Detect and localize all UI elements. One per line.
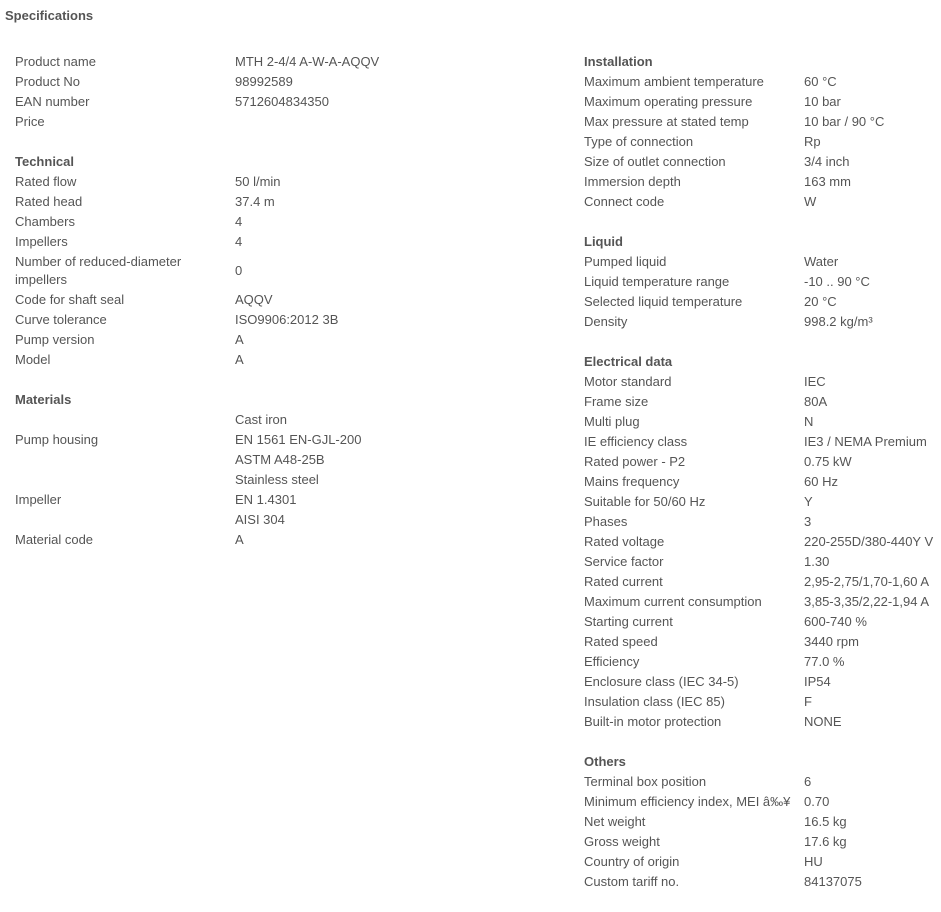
spec-value-line: 3 (804, 514, 812, 529)
spec-section-general (15, 52, 560, 132)
spec-row-terminal-box-position (584, 772, 941, 792)
spec-row-mains-frequency (584, 472, 941, 492)
spec-row-liquid-temperature-range (584, 272, 941, 292)
spec-row-service-factor (584, 552, 941, 572)
spec-value (804, 172, 851, 192)
spec-label: Gross weight (584, 834, 660, 849)
spec-label: Impeller (15, 492, 62, 507)
spec-label: Net weight (584, 814, 646, 829)
spec-label: Pump housing (15, 432, 99, 447)
spec-value-line: 998.2 kg/m³ (804, 314, 873, 329)
spec-label: Rated power - P2 (584, 454, 686, 469)
spec-row-enclosure-class-iec-34-5 (584, 672, 941, 692)
spec-row-maximum-operating-pressure (584, 92, 941, 112)
spec-row-ean-number (15, 92, 560, 112)
spec-value-line: 10 bar / 90 °C (804, 114, 885, 129)
spec-row-curve-tolerance (15, 310, 560, 330)
spec-value-line: 98992589 (235, 74, 293, 89)
spec-row-rated-power-p2 (584, 452, 941, 472)
spec-row-max-pressure-at-stated-temp (584, 112, 941, 132)
spec-value (235, 192, 275, 212)
spec-value-line: 220-255D/380-440Y V (804, 534, 934, 549)
spec-value (804, 552, 829, 572)
spec-label: Rated head (15, 194, 83, 209)
spec-value (804, 872, 862, 892)
spec-row-code-for-shaft-seal (15, 290, 560, 310)
spec-value-line: Y (804, 494, 813, 509)
spec-label: Rated voltage (584, 534, 665, 549)
spec-row-number-of-reduced-diameter-impellers (15, 252, 560, 290)
spec-value-line: EN 1561 EN-GJL-200 (235, 432, 362, 447)
spec-value (804, 112, 884, 132)
right-column (584, 52, 941, 912)
spec-value-line: 3440 rpm (804, 634, 859, 649)
spec-value-line: 0 (235, 263, 243, 278)
spec-value (804, 72, 837, 92)
spec-row-maximum-ambient-temperature (584, 72, 941, 92)
spec-label: Max pressure at stated temp (584, 114, 749, 129)
spec-label: Suitable for 50/60 Hz (584, 494, 706, 509)
spec-label: Multi plug (584, 414, 640, 429)
spec-value (804, 512, 811, 532)
spec-row-ie-efficiency-class (584, 432, 941, 452)
spec-row-insulation-class-iec-85 (584, 692, 941, 712)
spec-label: Maximum ambient temperature (584, 74, 764, 89)
spec-value-line: 3,85-3,35/2,22-1,94 A (804, 594, 930, 609)
spec-value (804, 412, 813, 432)
spec-label: Efficiency (584, 654, 640, 669)
spec-value (235, 290, 273, 310)
spec-value (804, 712, 842, 732)
spec-row-multi-plug (584, 412, 941, 432)
spec-section-others (584, 752, 941, 892)
spec-row-rated-head (15, 192, 560, 212)
spec-value-line (235, 112, 239, 132)
spec-label: Pump version (15, 332, 95, 347)
spec-label: Liquid temperature range (584, 274, 730, 289)
spec-label: IE efficiency class (584, 434, 688, 449)
spec-value-line: EN 1.4301 (235, 492, 297, 507)
section-title: Materials (15, 392, 72, 407)
spec-label: Type of connection (584, 134, 694, 149)
section-title: Liquid (584, 234, 623, 249)
spec-value (235, 261, 242, 281)
spec-value (804, 832, 847, 852)
spec-value-line: IEC (804, 374, 826, 389)
spec-value (235, 112, 239, 132)
spec-value (804, 572, 929, 592)
spec-row-net-weight (584, 812, 941, 832)
spec-value (804, 372, 826, 392)
spec-label: Service factor (584, 554, 664, 569)
spec-value-line: 84137075 (804, 874, 862, 889)
spec-value-line: 60 Hz (804, 474, 838, 489)
spec-value (804, 692, 812, 712)
spec-row-frame-size (584, 392, 941, 412)
spec-row-immersion-depth (584, 172, 941, 192)
spec-row-pumped-liquid (584, 252, 941, 272)
spec-label: Pumped liquid (584, 254, 667, 269)
spec-value (235, 470, 319, 530)
spec-value (235, 232, 242, 252)
spec-label: Size of outlet connection (584, 154, 726, 169)
spec-value (804, 632, 859, 652)
spec-row-type-of-connection (584, 132, 941, 152)
spec-value-line: 600-740 % (804, 614, 867, 629)
spec-row-pump-version (15, 330, 560, 350)
spec-label: Code for shaft seal (15, 292, 125, 307)
spec-value-line: 3/4 inch (804, 154, 850, 169)
spec-label: Price (15, 114, 45, 129)
spec-value (804, 272, 870, 292)
spec-row-model (15, 350, 560, 370)
spec-value-line: ISO9906:2012 3B (235, 312, 339, 327)
spec-row-custom-tariff-no (584, 872, 941, 892)
spec-row-material-code (15, 530, 560, 550)
spec-section-materials (15, 390, 560, 550)
spec-label: EAN number (15, 94, 90, 109)
spec-value-line: ASTM A48-25B (235, 452, 325, 467)
spec-row-price (15, 112, 560, 132)
spec-value (804, 532, 933, 552)
spec-value-line: 0.70 (804, 794, 830, 809)
spec-value (235, 530, 244, 550)
spec-row-built-in-motor-protection (584, 712, 941, 732)
spec-value-line: 77.0 % (804, 654, 845, 669)
spec-value (804, 612, 867, 632)
left-column (15, 52, 560, 570)
spec-row-impellers (15, 232, 560, 252)
spec-label: Maximum current consumption (584, 594, 762, 609)
spec-label: Phases (584, 514, 628, 529)
spec-value-line: 4 (235, 214, 243, 229)
spec-label: Country of origin (584, 854, 680, 869)
spec-label: Frame size (584, 394, 649, 409)
spec-value-line: 0.75 kW (804, 454, 852, 469)
section-title: Installation (584, 54, 653, 69)
spec-value-line: Water (804, 254, 839, 269)
spec-row-product-name (15, 52, 560, 72)
spec-row-chambers (15, 212, 560, 232)
spec-label: Product name (15, 54, 96, 69)
spec-value (804, 292, 837, 312)
spec-label: Built-in motor protection (584, 714, 722, 729)
spec-value-line: 6 (804, 774, 812, 789)
spec-value (804, 432, 927, 452)
spec-value-line: Rp (804, 134, 821, 149)
spec-row-minimum-efficiency-index-mei (584, 792, 941, 812)
spec-row-connect-code (584, 192, 941, 212)
section-title: Electrical data (584, 354, 673, 369)
spec-value (804, 452, 852, 472)
spec-row-product-no (15, 72, 560, 92)
spec-label: Material code (15, 532, 94, 547)
spec-label: Insulation class (IEC 85) (584, 694, 725, 709)
spec-value-line: 16.5 kg (804, 814, 847, 829)
spec-value (804, 812, 847, 832)
spec-value (235, 310, 338, 330)
spec-value (235, 350, 244, 370)
spec-value-line: NONE (804, 714, 842, 729)
spec-value-line: A (235, 352, 244, 367)
spec-row-suitable-for-50-60-hz (584, 492, 941, 512)
spec-row-phases (584, 512, 941, 532)
spec-row-gross-weight (584, 832, 941, 852)
spec-value-line: W (804, 194, 817, 209)
spec-row-rated-current (584, 572, 941, 592)
spec-row-maximum-current-consumption (584, 592, 941, 612)
spec-label: Starting current (584, 614, 673, 629)
spec-value-line: 37.4 m (235, 194, 275, 209)
spec-label: Curve tolerance (15, 312, 107, 327)
spec-value-line: 20 °C (804, 294, 837, 309)
spec-row-pump-housing (15, 410, 560, 470)
spec-value-line: 5712604834350 (235, 94, 329, 109)
spec-section-installation (584, 52, 941, 212)
spec-value-line: IE3 / NEMA Premium (804, 434, 927, 449)
spec-value (804, 672, 831, 692)
spec-label: Impellers (15, 234, 68, 249)
spec-label: Motor standard (584, 374, 672, 389)
page-title: Specifications (5, 8, 94, 23)
spec-label: Rated current (584, 574, 663, 589)
spec-label: Rated flow (15, 174, 77, 189)
spec-label: Connect code (584, 194, 665, 209)
spec-value (804, 472, 838, 492)
spec-label: Product No (15, 74, 81, 89)
spec-label: Mains frequency (584, 474, 680, 489)
spec-row-motor-standard (584, 372, 941, 392)
spec-value-line: Cast iron (235, 412, 288, 427)
spec-row-rated-flow (15, 172, 560, 192)
spec-label: Density (584, 314, 628, 329)
spec-label: Rated speed (584, 634, 658, 649)
spec-value (235, 72, 293, 92)
spec-row-size-of-outlet-connection (584, 152, 941, 172)
spec-label: Minimum efficiency index, MEI â‰¥ (584, 794, 791, 809)
spec-value (804, 792, 829, 812)
spec-row-density (584, 312, 941, 332)
spec-value-line: F (804, 694, 812, 709)
spec-value-line: MTH 2-4/4 A-W-A-AQQV (235, 54, 380, 69)
spec-value (804, 192, 816, 212)
spec-label: Enclosure class (IEC 34-5) (584, 674, 739, 689)
spec-value-line: 60 °C (804, 74, 837, 89)
spec-value-line: 4 (235, 234, 243, 249)
spec-value (804, 772, 811, 792)
spec-value-line: AQQV (235, 292, 273, 307)
spec-value (235, 330, 244, 350)
spec-value (804, 312, 873, 332)
spec-value (235, 410, 361, 470)
spec-value (804, 392, 827, 412)
spec-value-line: 80A (804, 394, 828, 409)
spec-label: Chambers (15, 214, 75, 229)
spec-value (804, 132, 821, 152)
spec-value (235, 172, 281, 192)
spec-value-line: 2,95-2,75/1,70-1,60 A (804, 574, 930, 589)
spec-section-liquid (584, 232, 941, 332)
spec-value (804, 152, 850, 172)
spec-value-line: Stainless steel (235, 472, 319, 487)
spec-value (235, 212, 242, 232)
spec-row-rated-voltage (584, 532, 941, 552)
section-title: Technical (15, 154, 75, 169)
spec-row-starting-current (584, 612, 941, 632)
spec-section-electrical-data (584, 352, 941, 732)
spec-value (804, 652, 844, 672)
section-title: Others (584, 754, 626, 769)
spec-value-line: A (235, 532, 244, 547)
spec-value-line: AISI 304 (235, 512, 285, 527)
spec-row-impeller (15, 470, 560, 530)
spec-row-selected-liquid-temperature (584, 292, 941, 312)
spec-value-line: 163 mm (804, 174, 851, 189)
spec-value (804, 92, 841, 112)
spec-label: Number of reduced-diameter impellers (15, 254, 182, 287)
spec-value (804, 492, 813, 512)
spec-value-line: A (235, 332, 244, 347)
spec-label: Terminal box position (584, 774, 707, 789)
spec-value (804, 852, 823, 872)
spec-label: Model (15, 352, 51, 367)
spec-label: Maximum operating pressure (584, 94, 753, 109)
spec-value-line: 10 bar (804, 94, 841, 109)
spec-value (804, 592, 929, 612)
spec-value-line: -10 .. 90 °C (804, 274, 870, 289)
spec-value-line: 50 l/min (235, 174, 281, 189)
spec-section-technical (15, 152, 560, 370)
spec-value (235, 52, 379, 72)
spec-row-country-of-origin (584, 852, 941, 872)
spec-value-line: HU (804, 854, 823, 869)
spec-value-line: 17.6 kg (804, 834, 847, 849)
spec-value (235, 92, 329, 112)
spec-value-line: N (804, 414, 814, 429)
spec-label: Custom tariff no. (584, 874, 680, 889)
spec-row-rated-speed (584, 632, 941, 652)
spec-value-line: IP54 (804, 674, 831, 689)
spec-label: Immersion depth (584, 174, 681, 189)
spec-value-line: 1.30 (804, 554, 830, 569)
spec-value (804, 252, 838, 272)
spec-label: Selected liquid temperature (584, 294, 743, 309)
spec-row-efficiency (584, 652, 941, 672)
